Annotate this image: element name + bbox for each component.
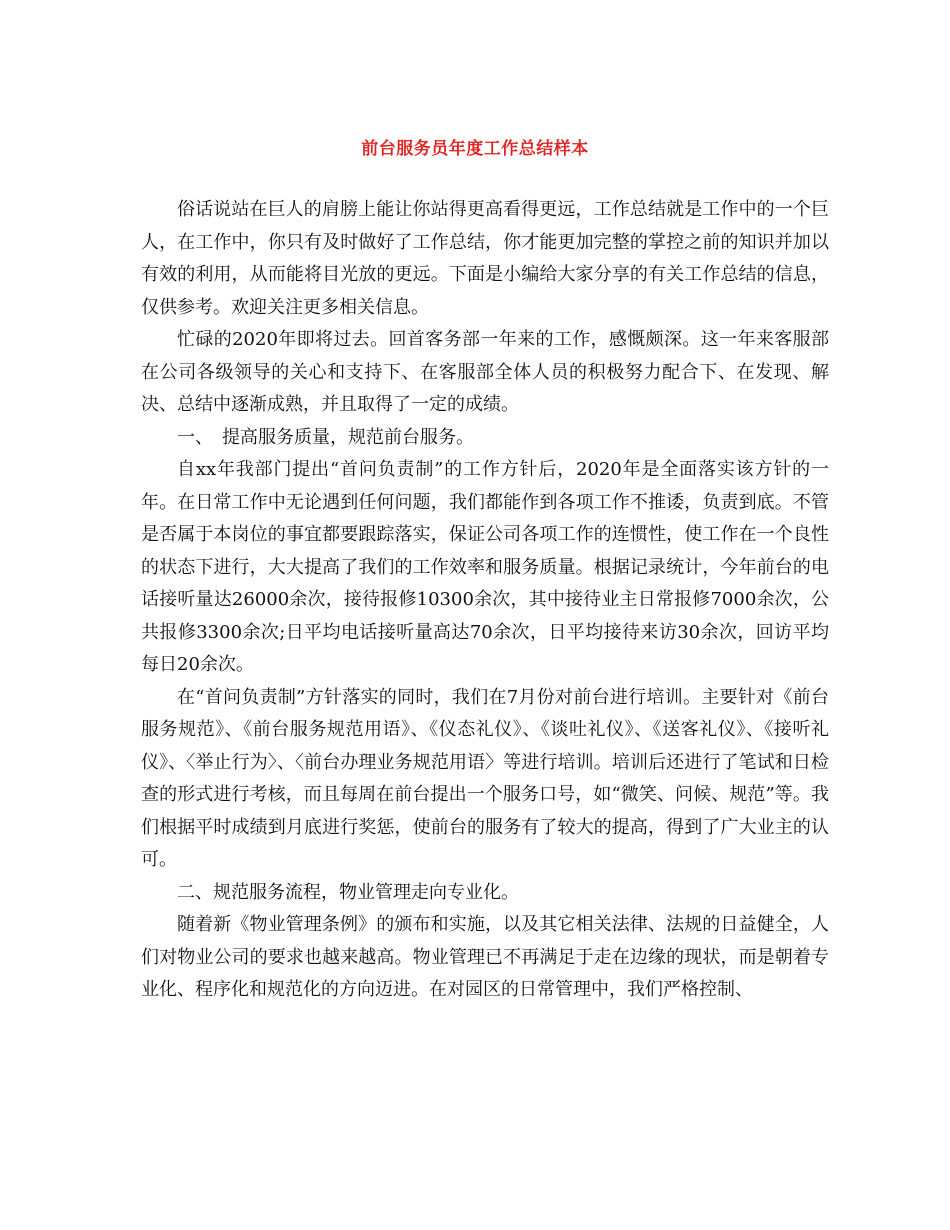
paragraph-intro: 俗话说站在巨人的肩膀上能让你站得更高看得更远，工作总结就是工作中的一个巨人，在工作中，你只有及时做好了工作总结，你才能更加完整的掌控之前的知识并加以有效的利用，从而能将目光放的更远。下面是小编给大家分享的有关工作总结的信息，仅供参考。欢迎关注更多相关信息。 — [141, 199, 829, 318]
paragraph-training: 在“首问负责制”方针落实的同时，我们在7月份对前台进行培训。主要针对《前台服务规范》、《前台服务规范用语》、《仪态礼仪》、《谈吐礼仪》、《送客礼仪》、《接听礼仪》、〈举止行为〉、〈前台办理业务规范用语〉等进行培训。培训后还进行了笔试和日检查的形式进行考核，而且每周在前台提出一个服务口号，如“微笑、问候、规范”等。我们根据平时成绩到月底进行奖惩，使前台的服务有了较大的提高，得到了广大业主的认可。 — [141, 686, 829, 870]
document-body — [141, 194, 829, 1007]
paragraph-regulations: 随着新《物业管理条例》的颁布和实施，以及其它相关法律、法规的日益健全，人们对物业公司的要求也越来越高。物业管理已不再满足于走在边缘的现状，而是朝着专业化、程序化和规范化的方向迈进。在对园区的日常管理中，我们严格控制、 — [141, 914, 829, 1000]
section-heading-2: 二、规范服务流程，物业管理走向专业化。 — [177, 881, 519, 903]
paragraph-year-review: 忙碌的2020年即将过去。回首客务部一年来的工作，感慨颇深。这一年来客服部在公司各级领导的关心和支持下、在客服部全体人员的积极努力配合下、在发现、解决、总结中逐渐成熟，并且取得了一定的成绩。 — [141, 329, 829, 415]
paragraph-first-responsibility: 自xx年我部门提出“首问负责制”的工作方针后，2020年是全面落实该方针的一年。在日常工作中无论遇到任何问题，我们都能作到各项工作不推诿，负责到底。不管是否属于本岗位的事宜都要跟踪落实，保证公司各项工作的连惯性，使工作在一个良性的状态下进行，大大提高了我们的工作效率和服务质量。根据记录统计，今年前台的电话接听量达26000余次，接待报修10300余次，其中接待业主日常报修7000余次，公共报修3300余次;日平均电话接听量高达70余次，日平均接待来访30余次，回访平均每日20余次。 — [141, 459, 829, 675]
document-title: 前台服务员年度工作总结样本 — [361, 139, 589, 160]
section-heading-1: 一、 提高服务质量，规范前台服务。 — [177, 426, 474, 448]
